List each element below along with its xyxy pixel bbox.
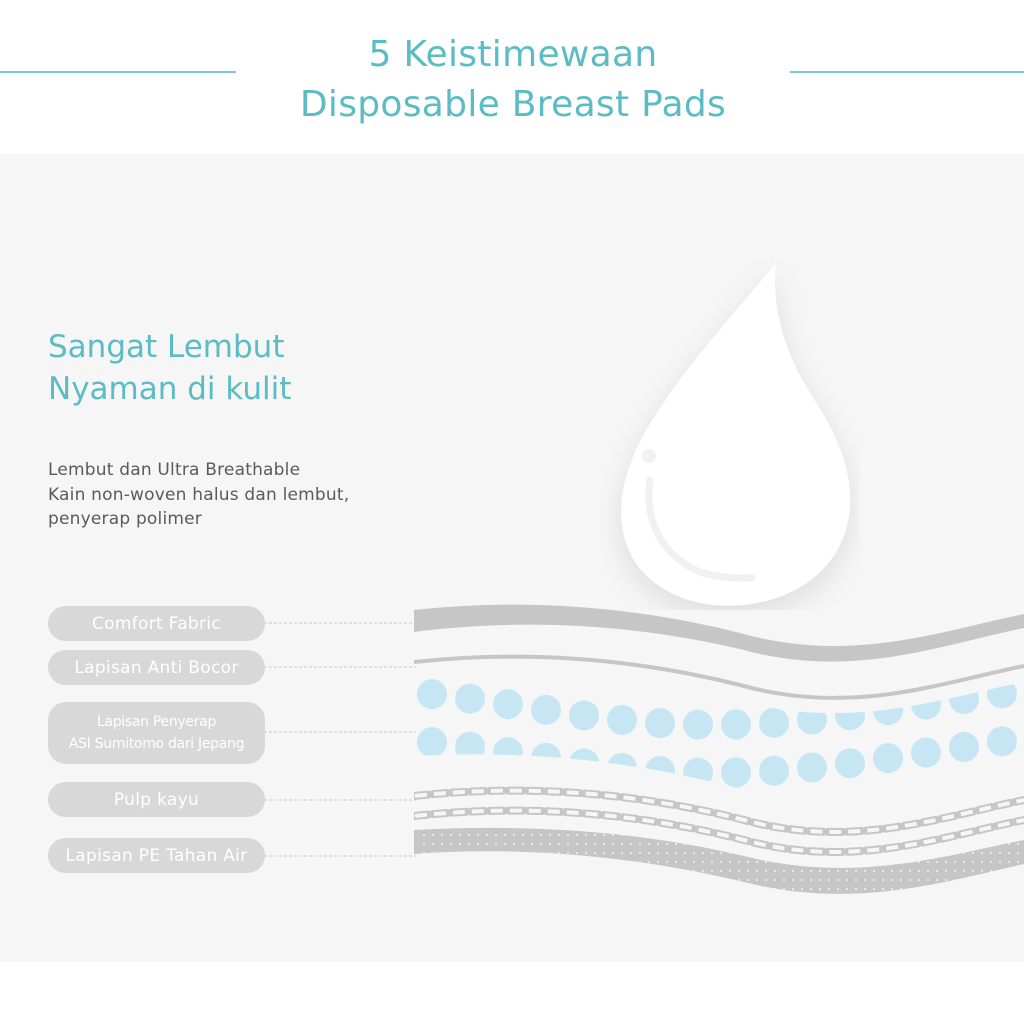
absorbent-bead [721,709,751,739]
label-pe-layer-text: Lapisan PE Tahan Air [65,845,248,866]
feature-heading [48,326,291,410]
absorbent-bead [417,727,447,757]
absorbent-bead [987,726,1017,756]
water-drop-icon [600,258,860,610]
title-line-1: 5 Keistimewaan [368,34,658,75]
absorbent-bead [607,753,637,783]
header-rule-right [790,71,1024,73]
absorbent-bead [949,684,979,714]
feature-desc-line-1: Lembut dan Ultra Breathable [48,460,301,480]
feature-desc-line-3: penyerap polimer [48,509,202,529]
absorbent-bead [797,705,827,735]
absorbent-bead [835,748,865,778]
feature-heading-line-1: Sangat Lembut [48,329,285,365]
feature-description [48,458,349,532]
absorbent-bead [531,743,561,773]
title-line-2: Disposable Breast Pads [299,84,727,125]
label-anti-leak-text: Lapisan Anti Bocor [74,657,239,678]
absorbent-bead [683,710,713,740]
absorbent-bead [569,748,599,778]
pad-layers-diagram [414,590,1024,910]
absorbent-bead [987,678,1017,708]
absorbent-bead [607,705,637,735]
absorbent-bead [493,737,523,767]
absorbent-bead [721,757,751,787]
absorbent-bead [759,708,789,738]
label-comfort-fabric [48,606,265,641]
absorbent-beads-layer [417,678,1017,787]
label-absorbent-line-1: Lapisan Penyerap [96,714,217,730]
absorbent-bead [759,756,789,786]
absorbent-bead [645,708,675,738]
label-anti-leak [48,650,265,685]
absorbent-bead [531,695,561,725]
absorbent-bead [873,743,903,773]
label-absorbent-line-2: ASI Sumitomo dari Jepang [68,736,245,752]
absorbent-bead [835,700,865,730]
absorbent-bead [683,758,713,788]
leader-lines [264,600,416,880]
label-absorbent [48,702,265,764]
comfort-fabric-layer [414,605,1024,662]
absorbent-bead [417,679,447,709]
absorbent-bead [911,738,941,768]
label-pulp-text: Pulp kayu [113,789,200,810]
absorbent-bead [911,690,941,720]
absorbent-bead [569,700,599,730]
absorbent-bead [873,695,903,725]
label-pe-layer [48,838,265,873]
absorbent-bead [797,753,827,783]
absorbent-bead [455,732,485,762]
header-rule-left [0,71,236,73]
label-pulp [48,782,265,817]
feature-desc-line-2: Kain non-woven halus dan lembut, [48,484,350,505]
absorbent-bead [493,689,523,719]
absorbent-bead [455,684,485,714]
absorbent-bead [645,756,675,786]
feature-heading-line-2: Nyaman di kulit [48,371,292,407]
page-title [236,30,790,130]
label-comfort-fabric-text: Comfort Fabric [92,613,221,634]
absorbent-bead [949,732,979,762]
